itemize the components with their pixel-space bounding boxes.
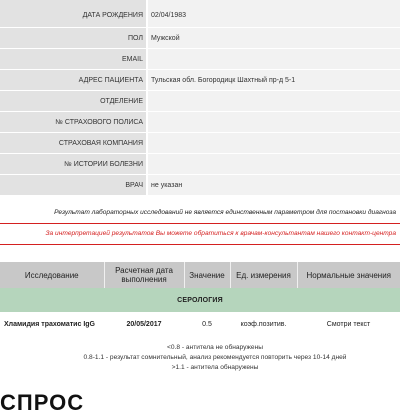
info-row-birthdate [0,0,400,28]
test-unit: коэф.позитив. [240,321,287,328]
consult-link[interactable]: За интерпретацией результатов Вы можете обратиться к врачам-консультантам нашего контакт-центра [45,230,396,237]
info-row-insurance-company [0,133,400,154]
header-norm: Нормальные значения [297,262,400,288]
info-value [148,133,400,153]
header-test: Исследование [0,262,104,288]
info-label: № ИСТОРИИ БОЛЕЗНИ [0,154,146,174]
info-value [148,49,400,69]
patient-info-table [0,0,400,196]
info-label: EMAIL [0,49,146,69]
legend-line: <0.8 - антитела не обнаружены [167,344,263,351]
header-value: Значение [184,262,230,288]
legend-line: 0.8-1.1 - результат сомнительный, анализ рекомендуется повторить через 10-14 дней [83,354,347,361]
reference-legend [0,343,400,373]
info-row-medical-history [0,154,400,175]
info-row-policy-number [0,112,400,133]
consult-alert [0,223,400,245]
info-label: № СТРАХОВОГО ПОЛИСА [0,112,146,132]
info-row-address [0,70,400,91]
info-value [148,154,400,174]
info-value: Мужской [148,28,400,48]
info-value: 02/04/1983 [148,0,400,27]
info-value: Тульская обл. Богородицк Шахтный пр-д 5-1 [148,70,400,90]
section-row-serology [0,288,400,312]
test-value: 0.5 [202,321,212,328]
footer-heading-fragment [0,390,85,415]
info-row-doctor [0,175,400,196]
info-value [148,112,400,132]
info-label: СТРАХОВАЯ КОМПАНИЯ [0,133,146,153]
info-label: ПОЛ [0,28,146,48]
info-label: АДРЕС ПАЦИЕНТА [0,70,146,90]
results-table [0,262,400,337]
legend-line: >1.1 - антитела обнаружены [171,364,259,371]
info-value: не указан [148,175,400,195]
test-date: 20/05/2017 [126,321,162,328]
table-row [0,312,400,337]
info-row-email [0,49,400,70]
test-norm: Смотри текст [326,321,371,328]
test-name: Хламидия трахоматис IgG [4,321,95,328]
disclaimer-text: Результат лабораторных исследований не является единственным параметром для постановки диагноза [54,209,396,216]
header-date: Расчетная дата выполнения [104,262,184,288]
results-header-row [0,262,400,288]
info-label: ДАТА РОЖДЕНИЯ [0,0,146,27]
info-row-department [0,91,400,112]
info-value [148,91,400,111]
info-label: ВРАЧ [0,175,146,195]
header-unit: Ед. измерения [230,262,297,288]
info-row-gender [0,28,400,49]
section-title: СЕРОЛОГИЯ [0,288,400,312]
info-label: ОТДЕЛЕНИЕ [0,91,146,111]
footer-heading-text: СПРОС [0,390,85,415]
